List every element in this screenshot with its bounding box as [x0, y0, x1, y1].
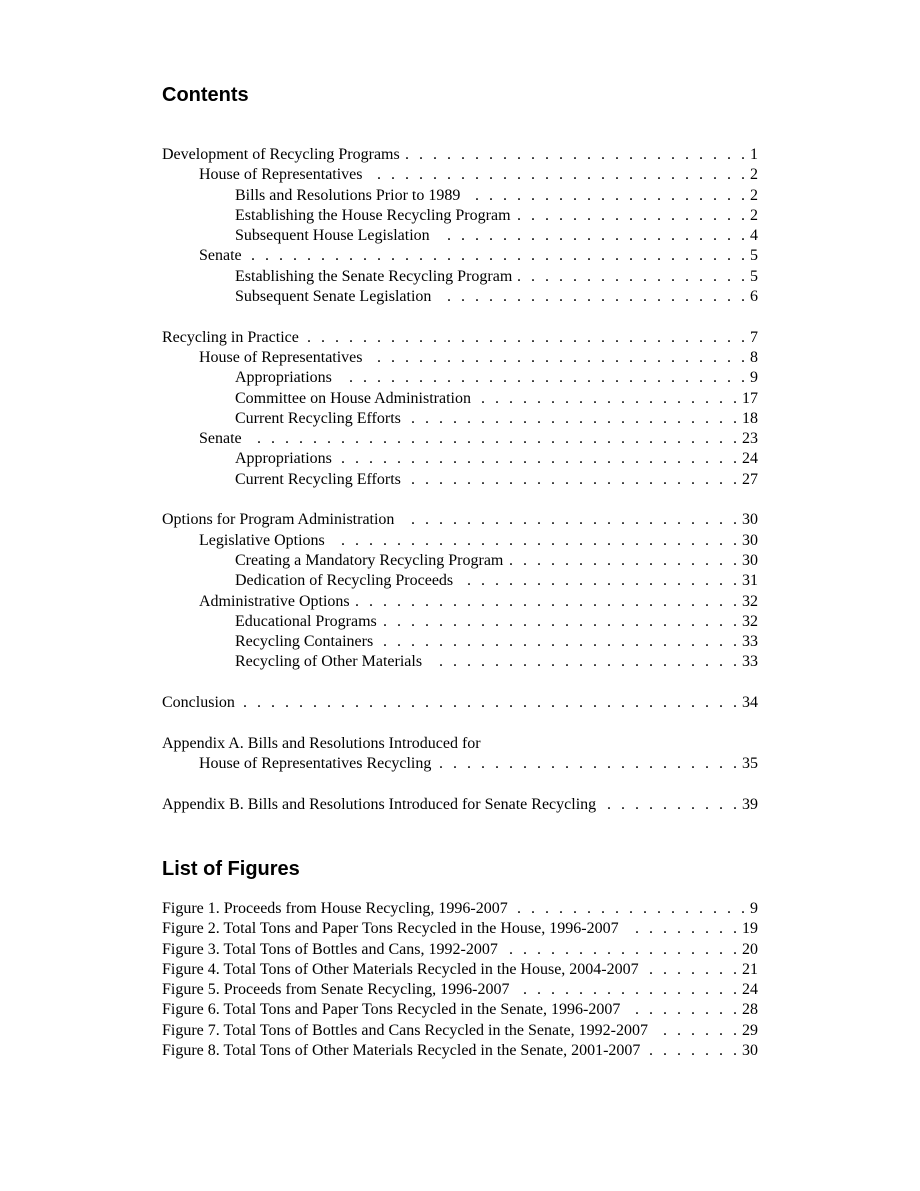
dot-leader — [338, 450, 740, 468]
entry-title: House of Representatives — [199, 166, 363, 184]
entry-title: Committee on House Administration — [235, 389, 471, 407]
dot-leader — [241, 694, 740, 712]
figures-list — [162, 900, 758, 1062]
entry-title: Recycling in Practice — [162, 328, 299, 346]
dot-leader — [626, 1001, 740, 1019]
entry-page-number: 9 — [750, 369, 758, 387]
entry-title: Subsequent Senate Legislation — [235, 288, 432, 306]
entry-title: Figure 1. Proceeds from House Recycling, 1996-2007 — [162, 900, 508, 917]
entry-title: Creating a Mandatory Recycling Program — [235, 551, 504, 569]
toc-entry — [162, 532, 758, 552]
toc-entry — [162, 207, 758, 227]
entry-page-number: 6 — [750, 288, 758, 306]
entry-title: Educational Programs — [235, 612, 377, 630]
entry-page-number: 4 — [750, 227, 758, 245]
entry-title: Figure 3. Total Tons of Bottles and Cans, 1992-2007 — [162, 940, 498, 958]
entry-page-number: 23 — [742, 430, 758, 448]
toc-entry — [162, 694, 758, 714]
entry-title: Figure 8. Total Tons of Other Materials Recycled in the Senate, 2001-2007 — [162, 1042, 641, 1060]
section-spacer — [162, 308, 758, 328]
dot-leader — [305, 329, 748, 347]
section-spacer — [162, 674, 758, 694]
toc-entry — [162, 146, 758, 166]
entry-page-number: 9 — [750, 900, 758, 917]
toc-entry — [162, 247, 758, 267]
dot-leader — [383, 613, 740, 631]
dot-leader — [338, 369, 748, 387]
entry-page-number: 2 — [750, 166, 758, 184]
entry-title: House of Representatives Recycling — [199, 754, 432, 772]
entry-page-number: 2 — [750, 186, 758, 204]
dot-leader — [428, 653, 740, 671]
entry-title: Recycling Containers — [235, 633, 374, 651]
dot-leader — [248, 430, 740, 448]
entry-page-number: 32 — [742, 612, 758, 630]
toc-entry — [162, 349, 758, 369]
dot-leader — [400, 511, 740, 529]
dot-leader — [517, 207, 748, 225]
entry-title: Figure 4. Total Tons of Other Materials Recycled in the House, 2004-2007 — [162, 960, 639, 978]
dot-leader — [654, 1022, 740, 1040]
entry-title: Administrative Options — [199, 592, 350, 610]
entry-page-number: 24 — [742, 981, 758, 999]
toc-entry — [162, 552, 758, 572]
toc-entry — [162, 613, 758, 633]
entry-page-number: 29 — [742, 1021, 758, 1039]
entry-title: Establishing the House Recycling Program — [235, 206, 511, 224]
entry-page-number: 17 — [742, 389, 758, 407]
entry-page-number: 31 — [742, 572, 758, 590]
dot-leader — [602, 796, 740, 814]
entry-title: Appendix A. Bills and Resolutions Introduced for — [162, 734, 481, 752]
toc-entry — [162, 187, 758, 207]
figure-entry — [162, 1042, 758, 1062]
dot-leader — [646, 1042, 740, 1060]
section-spacer — [162, 714, 758, 734]
dot-leader — [356, 593, 740, 611]
dot-leader — [509, 552, 740, 570]
entry-title: Development of Recycling Programs — [162, 146, 400, 163]
dot-leader — [248, 247, 748, 265]
entry-page-number: 24 — [742, 450, 758, 468]
toc-entry — [162, 430, 758, 450]
dot-leader — [645, 961, 740, 979]
entry-page-number: 1 — [750, 146, 758, 163]
entry-title: Appendix B. Bills and Resolutions Introduced for Senate Recycling — [162, 795, 597, 813]
entry-title: Conclusion — [162, 694, 235, 712]
entry-title: Appropriations — [235, 450, 332, 468]
section-spacer — [162, 491, 758, 511]
entry-page-number: 30 — [742, 511, 758, 529]
dot-leader — [625, 920, 740, 938]
entry-page-number: 5 — [750, 247, 758, 265]
toc-entry — [162, 369, 758, 389]
figure-entry — [162, 920, 758, 940]
entry-page-number: 33 — [742, 653, 758, 671]
entry-page-number: 8 — [750, 348, 758, 366]
dot-leader — [437, 755, 740, 773]
contents-heading: Contents — [162, 84, 249, 106]
entry-page-number: 2 — [750, 206, 758, 224]
toc-entry — [162, 166, 758, 186]
entry-title: Figure 5. Proceeds from Senate Recycling, 1996-2007 — [162, 981, 510, 999]
contents-list — [162, 146, 758, 816]
dot-leader — [331, 532, 740, 550]
entry-title: Appropriations — [235, 369, 332, 387]
list-of-figures-heading: List of Figures — [162, 858, 300, 880]
entry-page-number: 34 — [742, 694, 758, 712]
entry-page-number: 39 — [742, 795, 758, 813]
entry-page-number: 30 — [742, 551, 758, 569]
dot-leader — [407, 410, 740, 428]
figure-entry — [162, 941, 758, 961]
entry-page-number: 18 — [742, 409, 758, 427]
figure-entry — [162, 981, 758, 1001]
entry-title: Current Recycling Efforts — [235, 409, 401, 427]
entry-title: Current Recycling Efforts — [235, 470, 401, 488]
entry-title: Dedication of Recycling Proceeds — [235, 572, 454, 590]
toc-entry — [162, 735, 758, 755]
dot-leader — [459, 572, 740, 590]
toc-entry — [162, 410, 758, 430]
toc-entry — [162, 796, 758, 816]
entry-title: Recycling of Other Materials — [235, 653, 423, 671]
entry-page-number: 27 — [742, 470, 758, 488]
dot-leader — [406, 146, 748, 164]
dot-leader — [369, 166, 748, 184]
dot-leader — [379, 633, 740, 651]
dot-leader — [407, 471, 740, 489]
toc-entry — [162, 390, 758, 410]
toc-entry — [162, 511, 758, 531]
entry-title: Subsequent House Legislation — [235, 227, 430, 245]
entry-title: Figure 7. Total Tons of Bottles and Cans Recycled in the Senate, 1992-2007 — [162, 1021, 648, 1039]
entry-page-number: 20 — [742, 940, 758, 958]
dot-leader — [466, 187, 748, 205]
figure-entry — [162, 1022, 758, 1042]
entry-title: Bills and Resolutions Prior to 1989 — [235, 186, 461, 204]
toc-entry — [162, 653, 758, 673]
entry-page-number: 5 — [750, 267, 758, 285]
dot-leader — [515, 981, 740, 999]
dot-leader — [514, 900, 748, 918]
entry-page-number: 7 — [750, 328, 758, 346]
toc-entry — [162, 633, 758, 653]
entry-page-number: 19 — [742, 920, 758, 938]
dot-leader — [518, 268, 748, 286]
toc-entry — [162, 450, 758, 470]
entry-title: Figure 2. Total Tons and Paper Tons Recycled in the House, 1996-2007 — [162, 920, 619, 938]
section-spacer — [162, 775, 758, 795]
toc-entry — [162, 755, 758, 775]
entry-page-number: 32 — [742, 592, 758, 610]
entry-title: House of Representatives — [199, 348, 363, 366]
entry-page-number: 30 — [742, 1042, 758, 1060]
toc-entry — [162, 227, 758, 247]
toc-entry — [162, 471, 758, 491]
dot-leader — [369, 349, 748, 367]
entry-page-number: 30 — [742, 531, 758, 549]
toc-entry — [162, 572, 758, 592]
toc-entry — [162, 593, 758, 613]
entry-title: Establishing the Senate Recycling Program — [235, 267, 513, 285]
entry-title: Legislative Options — [199, 531, 325, 549]
figure-entry — [162, 961, 758, 981]
dot-leader — [437, 288, 748, 306]
entry-title: Options for Program Administration — [162, 511, 395, 529]
entry-page-number: 33 — [742, 633, 758, 651]
figure-entry — [162, 1001, 758, 1021]
dot-leader — [436, 227, 748, 245]
entry-title: Figure 6. Total Tons and Paper Tons Recycled in the Senate, 1996-2007 — [162, 1001, 621, 1019]
entry-page-number: 35 — [742, 754, 758, 772]
toc-entry — [162, 268, 758, 288]
dot-leader — [504, 941, 740, 959]
dot-leader — [477, 390, 740, 408]
entry-page-number: 28 — [742, 1001, 758, 1019]
toc-entry — [162, 329, 758, 349]
toc-entry — [162, 288, 758, 308]
entry-title: Senate — [199, 430, 242, 448]
entry-title: Senate — [199, 247, 242, 265]
entry-page-number: 21 — [742, 960, 758, 978]
figure-entry — [162, 900, 758, 920]
